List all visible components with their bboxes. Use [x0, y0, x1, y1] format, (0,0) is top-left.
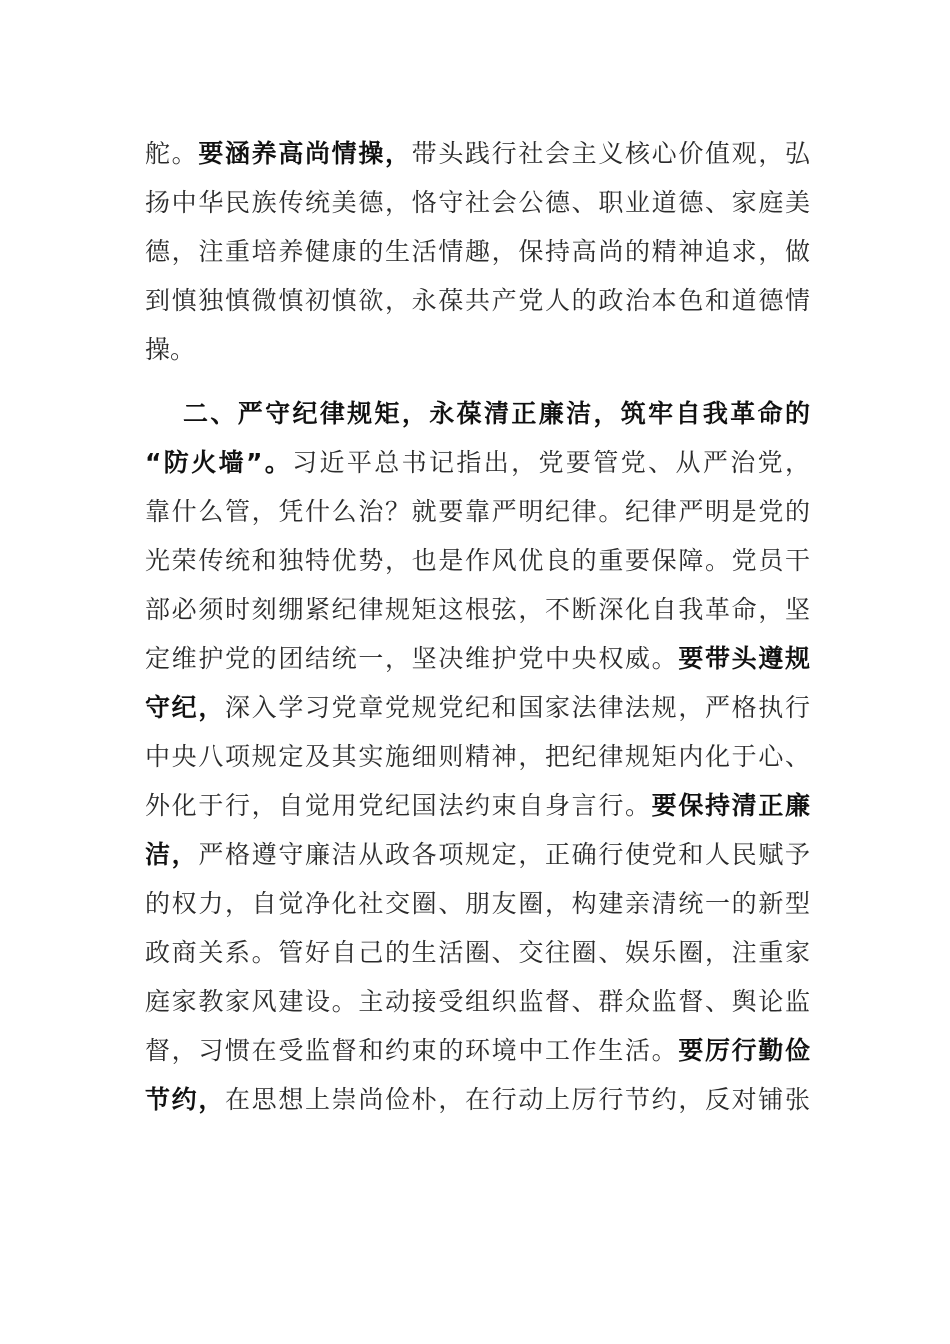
- text-line-12: [145, 688, 810, 728]
- text-line-15: [145, 835, 810, 875]
- text-line-20: [145, 1080, 810, 1120]
- text-line-3: [145, 232, 810, 272]
- run: 靠什么管，凭什么治？就要靠严明纪律。纪律严明是党的: [145, 497, 810, 526]
- text-line-9: [145, 541, 810, 581]
- run: 督，习惯在受监督和约束的环境中工作生活。: [145, 1036, 679, 1065]
- text-line-16: [145, 884, 810, 924]
- run: 的权力，自觉净化社交圈、朋友圈，构建亲清统一的新型: [145, 889, 810, 918]
- run: 中央八项规定及其实施细则精神，把纪律规矩内化于心、: [145, 742, 810, 771]
- run: 习近平总书记指出，党要管党、从严治党，: [292, 448, 810, 477]
- bold-run: 洁，: [145, 840, 199, 869]
- run: 定维护党的团结统一，坚决维护党中央权威。: [145, 644, 679, 673]
- run: 操。: [145, 335, 196, 364]
- text-line-19: [145, 1031, 810, 1071]
- run: 庭家教家风建设。主动接受组织监督、群众监督、舆论监: [145, 987, 810, 1016]
- text-line-18: [145, 982, 810, 1022]
- bold-run: 要厉行勤俭: [678, 1036, 810, 1065]
- run: 在思想上崇尚俭朴，在行动上厉行节约，反对铺张: [225, 1085, 810, 1114]
- bold-run: 节约，: [145, 1085, 225, 1114]
- text-line-2: [145, 183, 810, 223]
- text-line-5: [145, 330, 810, 370]
- text-line-4: [145, 281, 810, 321]
- section-heading: 二、严守纪律规矩，永葆清正廉洁，筑牢自我革命的: [183, 399, 810, 428]
- bold-run: 要涵养高尚情操，: [198, 139, 412, 168]
- run: 严格遵守廉洁从政各项规定，正确行使党和人民赋予: [198, 840, 810, 869]
- text-line-17: [145, 933, 810, 973]
- text-line-10: [145, 590, 810, 630]
- text-line-8: [145, 492, 810, 532]
- bold-run: 守纪，: [145, 693, 225, 722]
- text-line-14: [145, 786, 810, 826]
- text-line-7: [145, 443, 810, 483]
- section-heading-line: [145, 394, 810, 434]
- bold-run: 要保持清正廉: [651, 791, 810, 820]
- text-line-1: [145, 134, 810, 174]
- run: 德，注重培养健康的生活情趣，保持高尚的精神追求，做: [145, 237, 810, 266]
- run: 光荣传统和独特优势，也是作风优良的重要保障。党员干: [145, 546, 810, 575]
- text-line-13: [145, 737, 810, 777]
- bold-run: “防火墙”。: [145, 448, 293, 477]
- run: 外化于行，自觉用党纪国法约束自身言行。: [145, 791, 652, 820]
- run: 政商关系。管好自己的生活圈、交往圈、娱乐圈，注重家: [145, 938, 810, 967]
- run: 扬中华民族传统美德，恪守社会公德、职业道德、家庭美: [145, 188, 810, 217]
- run: 部必须时刻绷紧纪律规矩这根弦，不断深化自我革命，坚: [145, 595, 810, 624]
- bold-run: 要带头遵规: [678, 644, 810, 673]
- text-line-11: [145, 639, 810, 679]
- run: 舵。: [145, 139, 199, 168]
- run: 到慎独慎微慎初慎欲，永葆共产党人的政治本色和道德情: [145, 286, 810, 315]
- run: 深入学习党章党规党纪和国家法律法规，严格执行: [225, 693, 810, 722]
- run: 带头践行社会主义核心价值观，弘: [411, 139, 810, 168]
